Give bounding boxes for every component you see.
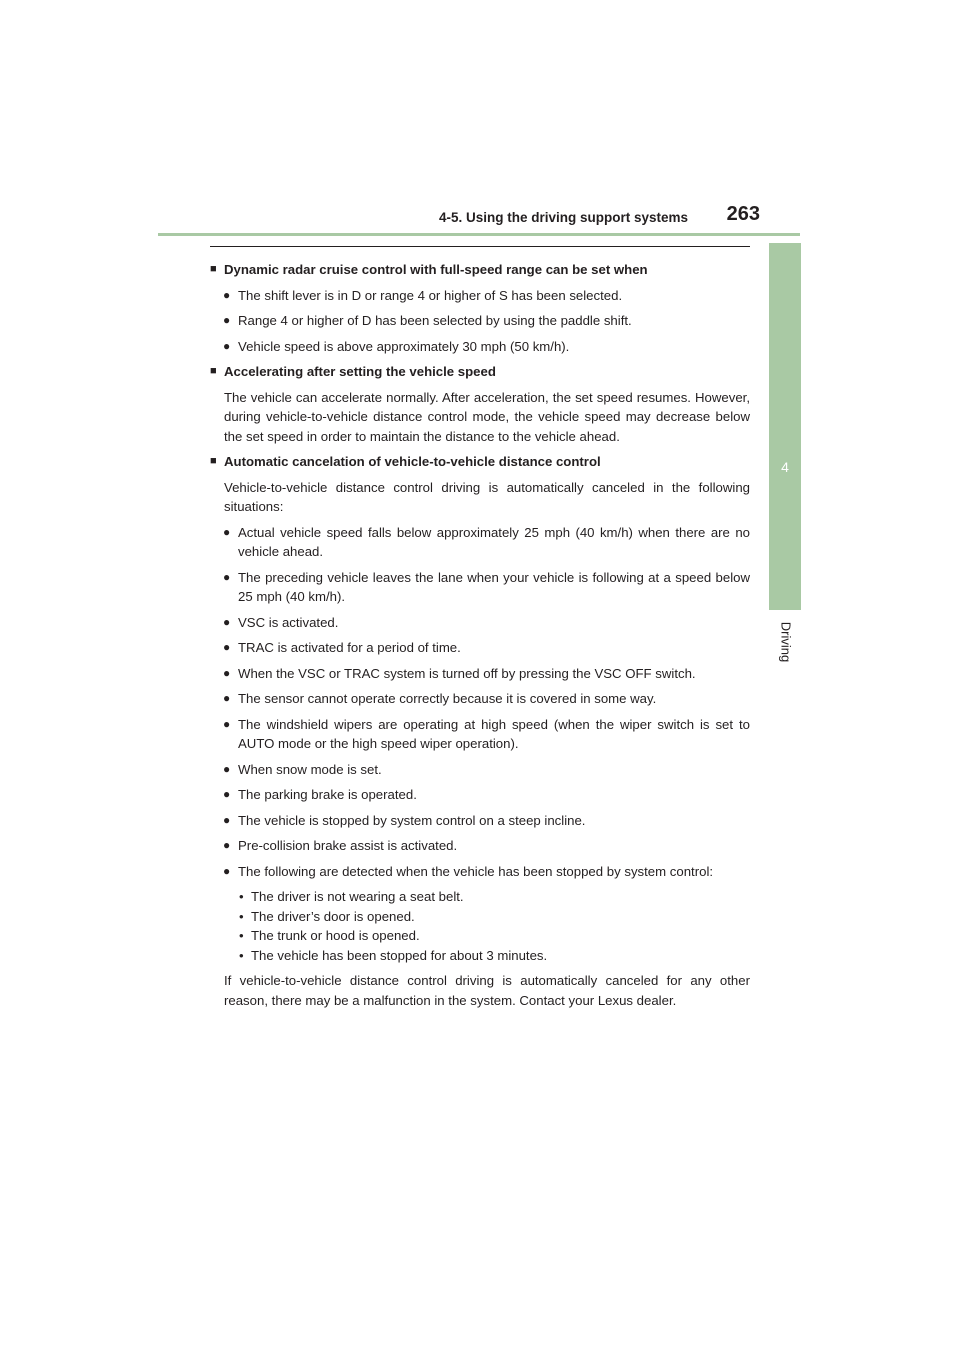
section-heading: ■ Accelerating after setting the vehicle speed bbox=[210, 362, 750, 382]
square-bullet-icon: ■ bbox=[210, 365, 217, 377]
circle-bullet-icon: ● bbox=[223, 524, 231, 539]
circle-bullet-icon: ● bbox=[223, 338, 231, 353]
section-heading: ■ Automatic cancelation of vehicle-to-vehicle distance control bbox=[210, 452, 750, 472]
sub-list-item: • The vehicle has been stopped for about 3 minutes. bbox=[236, 946, 750, 966]
list-item: ● The preceding vehicle leaves the lane when your vehicle is following at a speed below 25 mph (40 km/h). bbox=[223, 569, 750, 604]
sub-list-item: • The driver’s door is opened. bbox=[236, 907, 750, 927]
list-item: ● Actual vehicle speed falls below approximately 25 mph (40 km/h) when there are no vehicle ahead. bbox=[223, 524, 750, 559]
page-content bbox=[210, 260, 750, 1016]
dot-bullet-icon: • bbox=[239, 928, 244, 943]
list-item: ● Range 4 or higher of D has been selected by using the paddle shift. bbox=[210, 311, 750, 331]
dot-bullet-icon: • bbox=[239, 889, 244, 904]
sub-list-item: • The trunk or hood is opened. bbox=[236, 926, 750, 946]
list-item: ● When snow mode is set. bbox=[210, 760, 750, 780]
circle-bullet-icon: ● bbox=[223, 863, 231, 878]
list-item: ● TRAC is activated for a period of time. bbox=[210, 638, 750, 658]
circle-bullet-icon: ● bbox=[223, 313, 231, 327]
list-item: ● The shift lever is in D or range 4 or higher of S has been selected. bbox=[210, 286, 750, 306]
list-item: ● The following are detected when the vehicle has been stopped by system control: bbox=[210, 862, 750, 882]
list-item: ● Pre-collision brake assist is activated. bbox=[210, 836, 750, 856]
chapter-label-text: Driving bbox=[778, 621, 794, 663]
circle-bullet-icon: ● bbox=[223, 838, 231, 852]
list-item: ● The parking brake is operated. bbox=[210, 785, 750, 805]
circle-bullet-icon: ● bbox=[223, 716, 231, 731]
circle-bullet-icon: ● bbox=[223, 614, 231, 629]
dot-bullet-icon: • bbox=[239, 908, 244, 924]
list-item: ● The sensor cannot operate correctly because it is covered in some way. bbox=[210, 689, 750, 709]
chapter-tab[interactable] bbox=[769, 243, 801, 610]
list-item: ● VSC is activated. bbox=[210, 613, 750, 633]
list-item: ● The vehicle is stopped by system control on a steep incline. bbox=[210, 811, 750, 831]
page-number: 263 bbox=[726, 203, 760, 225]
circle-bullet-icon: ● bbox=[223, 691, 231, 705]
chapter-label bbox=[774, 612, 798, 672]
circle-bullet-icon: ● bbox=[223, 761, 231, 776]
section-heading: ■ Dynamic radar cruise control with full-speed range can be set when bbox=[210, 260, 750, 280]
sub-list bbox=[210, 887, 750, 965]
circle-bullet-icon: ● bbox=[223, 640, 231, 654]
circle-bullet-icon: ● bbox=[223, 569, 231, 584]
header-divider bbox=[158, 233, 800, 236]
paragraph: Vehicle-to-vehicle distance control driving is automatically canceled in the following situations: bbox=[224, 479, 750, 514]
circle-bullet-icon: ● bbox=[223, 812, 231, 827]
circle-bullet-icon: ● bbox=[223, 665, 231, 680]
list-item: ● Vehicle speed is above approximately 30 mph (50 km/h). bbox=[210, 337, 750, 357]
section-title: 4-5. Using the driving support systems bbox=[438, 210, 688, 225]
list-item: ● When the VSC or TRAC system is turned off by pressing the VSC OFF switch. bbox=[210, 664, 750, 684]
paragraph: The vehicle can accelerate normally. After acceleration, the set speed resumes. However, during vehicle-to-vehicle distance control mode, the vehicle speed may decrease below the set speed in order to maintain the distance to the vehicle ahead. bbox=[224, 389, 750, 444]
sub-list-item: • The driver is not wearing a seat belt. bbox=[236, 887, 750, 907]
square-bullet-icon: ■ bbox=[210, 455, 217, 467]
circle-bullet-icon: ● bbox=[223, 787, 231, 801]
closing-paragraph: If vehicle-to-vehicle distance control driving is automatically canceled for any other reason, there may be a malfunction in the system. Contact your Lexus dealer. bbox=[224, 973, 750, 1008]
chapter-number: 4 bbox=[781, 459, 789, 475]
list-item: ● The windshield wipers are operating at high speed (when the wiper switch is set to AUTO mode or the high speed wiper operation). bbox=[223, 716, 750, 751]
content-top-rule bbox=[210, 246, 750, 247]
dot-bullet-icon: • bbox=[239, 947, 244, 963]
square-bullet-icon: ■ bbox=[210, 263, 217, 275]
circle-bullet-icon: ● bbox=[223, 287, 231, 302]
